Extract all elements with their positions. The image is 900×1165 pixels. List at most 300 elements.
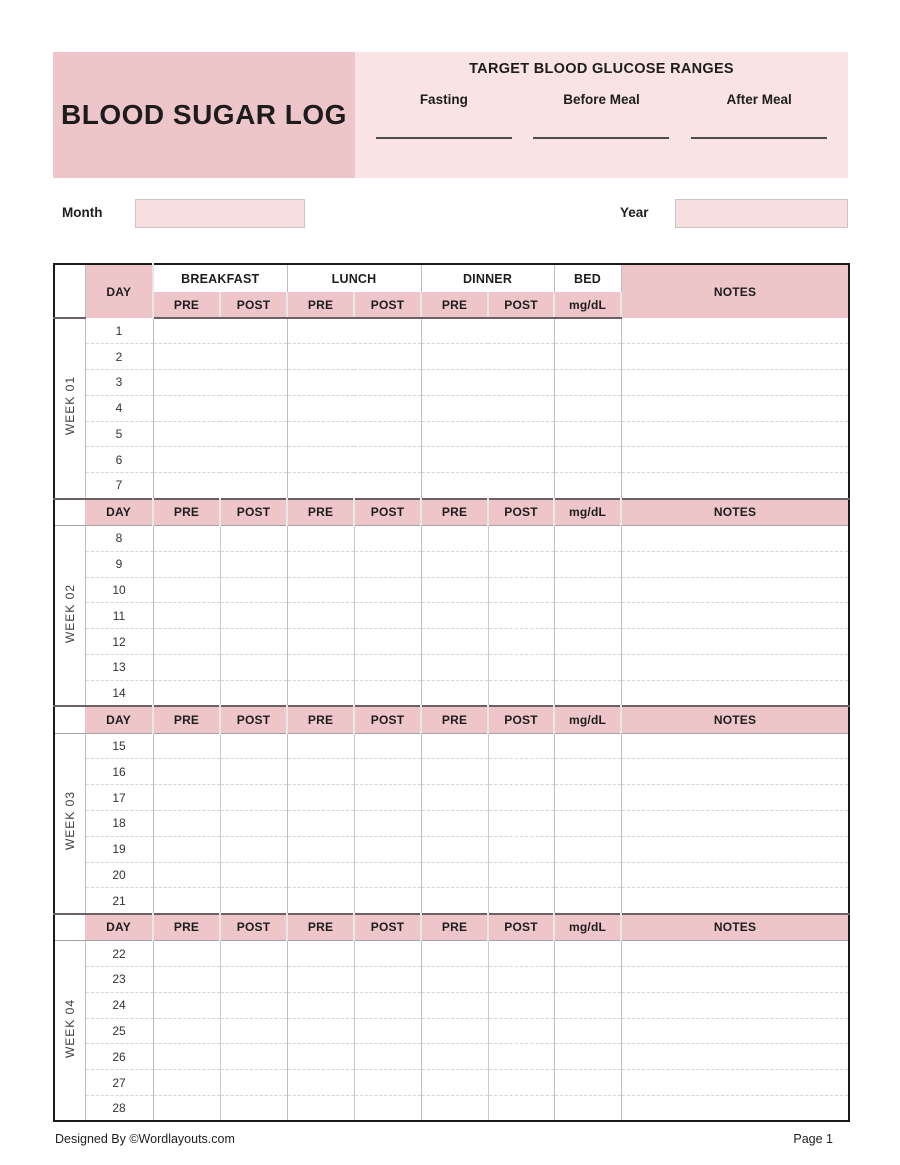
range-after-meal [691,92,827,139]
day-row [54,680,849,706]
lunch-post-entry-cell[interactable] [354,733,421,759]
day-row [54,836,849,862]
day-row [54,1044,849,1070]
dinner-entry-cell[interactable] [421,395,554,421]
day-number-cell: 23 [85,967,153,993]
bed-entry-cell[interactable] [554,447,621,473]
month-field[interactable] [135,199,305,228]
range-after-meal-label: After Meal [726,92,792,107]
breakfast-pre-entry-cell[interactable] [153,733,220,759]
lunch-post-entry-cell[interactable] [354,1044,421,1070]
notes-entry-cell[interactable] [621,862,849,888]
notes-entry-cell[interactable] [621,473,849,499]
lunch-post-entry-cell[interactable] [354,811,421,837]
lunch-entry-cell[interactable] [287,421,421,447]
dinner-post-entry-cell[interactable] [488,836,554,862]
week-header-lunch-post: POST [354,706,421,733]
week-header-dinner-post: POST [488,706,554,733]
breakfast-entry-cell[interactable] [153,473,287,499]
notes-entry-cell[interactable] [621,370,849,396]
dinner-entry-cell[interactable] [421,421,554,447]
day-number-cell: 26 [85,1044,153,1070]
breakfast-post-entry-cell[interactable] [220,577,287,603]
week-header-lunch-post: POST [354,499,421,526]
breakfast-entry-cell[interactable] [153,370,287,396]
day-row [54,862,849,888]
lunch-pre-entry-cell[interactable] [287,759,354,785]
lunch-post-entry-cell[interactable] [354,1070,421,1096]
day-row [54,473,849,499]
range-fasting-label: Fasting [419,92,468,107]
breakfast-pre-entry-cell[interactable] [153,655,220,681]
lunch-entry-cell[interactable] [287,395,421,421]
notes-entry-cell[interactable] [621,526,849,552]
lunch-post-entry-cell[interactable] [354,888,421,914]
dinner-pre-entry-cell[interactable] [421,577,488,603]
breakfast-pre-entry-cell[interactable] [153,1070,220,1096]
dinner-post-entry-cell[interactable] [488,1044,554,1070]
range-fasting-field[interactable] [376,137,512,139]
month-label: Month [62,205,103,220]
bed-entry-cell[interactable] [554,862,621,888]
lunch-pre-entry-cell[interactable] [287,1096,354,1122]
lunch-pre-entry-cell[interactable] [287,551,354,577]
lunch-post-entry-cell[interactable] [354,680,421,706]
dinner-post-entry-cell[interactable] [488,551,554,577]
week-header-lunch-pre: PRE [287,914,354,941]
dinner-pre-entry-cell[interactable] [421,1018,488,1044]
bed-entry-cell[interactable] [554,421,621,447]
breakfast-pre-entry-cell[interactable] [153,992,220,1018]
day-number-cell: 16 [85,759,153,785]
day-number-cell: 8 [85,526,153,552]
dinner-pre-entry-cell[interactable] [421,836,488,862]
notes-entry-cell[interactable] [621,551,849,577]
breakfast-post-entry-cell[interactable] [220,811,287,837]
dinner-pre-entry-cell[interactable] [421,680,488,706]
bed-entry-cell[interactable] [554,1096,621,1122]
day-number-cell: 25 [85,1018,153,1044]
dinner-pre-entry-cell[interactable] [421,1096,488,1122]
dinner-post-entry-cell[interactable] [488,1018,554,1044]
lunch-pre-entry-cell[interactable] [287,733,354,759]
week-header-dinner-pre: PRE [421,499,488,526]
lunch-post-entry-cell[interactable] [354,967,421,993]
bed-entry-cell[interactable] [554,759,621,785]
week-header-breakfast-pre: PRE [153,914,220,941]
log-table-body [54,318,849,1121]
bed-entry-cell[interactable] [554,811,621,837]
dinner-post-entry-cell[interactable] [488,629,554,655]
day-number-cell: 2 [85,344,153,370]
bed-entry-cell[interactable] [554,370,621,396]
bed-entry-cell[interactable] [554,941,621,967]
lunch-entry-cell[interactable] [287,370,421,396]
breakfast-pre-entry-cell[interactable] [153,785,220,811]
lunch-pre-entry-cell[interactable] [287,680,354,706]
dinner-pre-entry-cell[interactable] [421,992,488,1018]
notes-entry-cell[interactable] [621,1044,849,1070]
week-header-bed-unit: mg/dL [554,706,621,733]
dinner-post-entry-cell[interactable] [488,811,554,837]
lunch-post-entry-cell[interactable] [354,785,421,811]
day-row [54,629,849,655]
dinner-post-entry-cell[interactable] [488,941,554,967]
lunch-post-entry-cell[interactable] [354,759,421,785]
bed-entry-cell[interactable] [554,551,621,577]
day-row [54,395,849,421]
dinner-entry-cell[interactable] [421,318,554,344]
target-ranges-row [355,92,848,139]
bed-entry-cell[interactable] [554,680,621,706]
week-header-corner [54,914,85,941]
breakfast-pre-entry-cell[interactable] [153,941,220,967]
day-row [54,967,849,993]
breakfast-pre-entry-cell[interactable] [153,888,220,914]
notes-entry-cell[interactable] [621,836,849,862]
week-header-breakfast-post: POST [220,499,287,526]
day-number-cell: 4 [85,395,153,421]
lunch-entry-cell[interactable] [287,318,421,344]
header-bed: BED [554,264,621,292]
week-label-text: WEEK 01 [62,376,77,436]
breakfast-pre-entry-cell[interactable] [153,862,220,888]
bed-entry-cell[interactable] [554,577,621,603]
day-number-cell: 20 [85,862,153,888]
header-day: DAY [85,264,153,318]
lunch-pre-entry-cell[interactable] [287,526,354,552]
dinner-pre-entry-cell[interactable] [421,941,488,967]
breakfast-pre-entry-cell[interactable] [153,629,220,655]
lunch-pre-entry-cell[interactable] [287,862,354,888]
header-bed-unit: mg/dL [554,292,621,318]
week-header-bed-unit: mg/dL [554,499,621,526]
lunch-pre-entry-cell[interactable] [287,992,354,1018]
dinner-post-entry-cell[interactable] [488,862,554,888]
dinner-post-entry-cell[interactable] [488,992,554,1018]
notes-entry-cell[interactable] [621,941,849,967]
breakfast-entry-cell[interactable] [153,447,287,473]
lunch-post-entry-cell[interactable] [354,655,421,681]
breakfast-pre-entry-cell[interactable] [153,1044,220,1070]
header-dinner-pre: PRE [421,292,488,318]
dinner-post-entry-cell[interactable] [488,785,554,811]
notes-entry-cell[interactable] [621,1096,849,1122]
notes-entry-cell[interactable] [621,759,849,785]
header-breakfast-post: POST [220,292,287,318]
breakfast-post-entry-cell[interactable] [220,603,287,629]
lunch-post-entry-cell[interactable] [354,526,421,552]
notes-entry-cell[interactable] [621,967,849,993]
breakfast-entry-cell[interactable] [153,318,287,344]
bed-entry-cell[interactable] [554,473,621,499]
breakfast-post-entry-cell[interactable] [220,836,287,862]
breakfast-post-entry-cell[interactable] [220,526,287,552]
breakfast-pre-entry-cell[interactable] [153,603,220,629]
dinner-post-entry-cell[interactable] [488,526,554,552]
dinner-post-entry-cell[interactable] [488,603,554,629]
week-header-dinner-post: POST [488,914,554,941]
day-row [54,421,849,447]
breakfast-entry-cell[interactable] [153,344,287,370]
notes-entry-cell[interactable] [621,733,849,759]
breakfast-post-entry-cell[interactable] [220,733,287,759]
lunch-post-entry-cell[interactable] [354,862,421,888]
lunch-pre-entry-cell[interactable] [287,967,354,993]
day-row [54,941,849,967]
lunch-pre-entry-cell[interactable] [287,785,354,811]
header-dinner-post: POST [488,292,554,318]
bed-entry-cell[interactable] [554,992,621,1018]
lunch-entry-cell[interactable] [287,447,421,473]
dinner-post-entry-cell[interactable] [488,733,554,759]
breakfast-pre-entry-cell[interactable] [153,1096,220,1122]
breakfast-post-entry-cell[interactable] [220,1096,287,1122]
day-number-cell: 10 [85,577,153,603]
lunch-entry-cell[interactable] [287,344,421,370]
week-header-row [54,914,849,941]
dinner-pre-entry-cell[interactable] [421,655,488,681]
range-fasting [376,92,512,139]
breakfast-entry-cell[interactable] [153,421,287,447]
blood-sugar-log-table [53,263,850,1122]
target-ranges-block [355,52,848,178]
day-number-cell: 5 [85,421,153,447]
dinner-pre-entry-cell[interactable] [421,862,488,888]
dinner-pre-entry-cell[interactable] [421,551,488,577]
notes-entry-cell[interactable] [621,603,849,629]
lunch-pre-entry-cell[interactable] [287,655,354,681]
breakfast-post-entry-cell[interactable] [220,941,287,967]
day-row [54,1018,849,1044]
lunch-pre-entry-cell[interactable] [287,1070,354,1096]
range-before-meal-field[interactable] [533,137,669,139]
dinner-entry-cell[interactable] [421,473,554,499]
dinner-pre-entry-cell[interactable] [421,1044,488,1070]
dinner-post-entry-cell[interactable] [488,655,554,681]
dinner-post-entry-cell[interactable] [488,759,554,785]
lunch-post-entry-cell[interactable] [354,992,421,1018]
dinner-pre-entry-cell[interactable] [421,967,488,993]
dinner-entry-cell[interactable] [421,344,554,370]
day-row [54,603,849,629]
lunch-post-entry-cell[interactable] [354,603,421,629]
breakfast-post-entry-cell[interactable] [220,629,287,655]
day-row [54,888,849,914]
header-lunch: LUNCH [287,264,421,292]
notes-entry-cell[interactable] [621,577,849,603]
breakfast-pre-entry-cell[interactable] [153,1018,220,1044]
breakfast-post-entry-cell[interactable] [220,992,287,1018]
header-lunch-post: POST [354,292,421,318]
breakfast-post-entry-cell[interactable] [220,785,287,811]
dinner-entry-cell[interactable] [421,447,554,473]
notes-entry-cell[interactable] [621,785,849,811]
notes-entry-cell[interactable] [621,655,849,681]
day-number-cell: 13 [85,655,153,681]
range-after-meal-field[interactable] [691,137,827,139]
bed-entry-cell[interactable] [554,733,621,759]
dinner-post-entry-cell[interactable] [488,1096,554,1122]
breakfast-post-entry-cell[interactable] [220,680,287,706]
day-number-cell: 19 [85,836,153,862]
day-row [54,551,849,577]
breakfast-post-entry-cell[interactable] [220,655,287,681]
page-number: Page 1 [793,1132,833,1146]
lunch-pre-entry-cell[interactable] [287,1018,354,1044]
year-field[interactable] [675,199,848,228]
dinner-post-entry-cell[interactable] [488,577,554,603]
lunch-pre-entry-cell[interactable] [287,603,354,629]
day-row [54,733,849,759]
notes-entry-cell[interactable] [621,447,849,473]
notes-entry-cell[interactable] [621,992,849,1018]
week-header-notes: NOTES [621,914,849,941]
bed-entry-cell[interactable] [554,967,621,993]
dinner-pre-entry-cell[interactable] [421,811,488,837]
week-header-row [54,499,849,526]
day-row [54,526,849,552]
breakfast-post-entry-cell[interactable] [220,888,287,914]
day-number-cell: 1 [85,318,153,344]
bed-entry-cell[interactable] [554,318,621,344]
bed-entry-cell[interactable] [554,526,621,552]
bed-entry-cell[interactable] [554,655,621,681]
breakfast-post-entry-cell[interactable] [220,1044,287,1070]
breakfast-pre-entry-cell[interactable] [153,811,220,837]
header-corner-cell [54,264,85,318]
breakfast-pre-entry-cell[interactable] [153,551,220,577]
breakfast-post-entry-cell[interactable] [220,1018,287,1044]
week-header-corner [54,499,85,526]
week-header-dinner-pre: PRE [421,706,488,733]
breakfast-post-entry-cell[interactable] [220,1070,287,1096]
breakfast-pre-entry-cell[interactable] [153,759,220,785]
dinner-pre-entry-cell[interactable] [421,759,488,785]
lunch-post-entry-cell[interactable] [354,629,421,655]
bed-entry-cell[interactable] [554,888,621,914]
notes-entry-cell[interactable] [621,1018,849,1044]
lunch-pre-entry-cell[interactable] [287,1044,354,1070]
notes-entry-cell[interactable] [621,629,849,655]
notes-entry-cell[interactable] [621,344,849,370]
lunch-post-entry-cell[interactable] [354,1096,421,1122]
week-label [54,318,85,499]
week-label-text: WEEK 02 [62,583,77,643]
dinner-pre-entry-cell[interactable] [421,733,488,759]
lunch-post-entry-cell[interactable] [354,836,421,862]
bed-entry-cell[interactable] [554,395,621,421]
day-row [54,447,849,473]
day-row [54,1096,849,1122]
breakfast-post-entry-cell[interactable] [220,759,287,785]
day-row [54,992,849,1018]
dinner-pre-entry-cell[interactable] [421,1070,488,1096]
dinner-entry-cell[interactable] [421,370,554,396]
day-number-cell: 18 [85,811,153,837]
dinner-pre-entry-cell[interactable] [421,629,488,655]
lunch-post-entry-cell[interactable] [354,1018,421,1044]
header-notes: NOTES [621,264,849,318]
lunch-pre-entry-cell[interactable] [287,811,354,837]
breakfast-post-entry-cell[interactable] [220,862,287,888]
week-header-day: DAY [85,499,153,526]
day-number-cell: 21 [85,888,153,914]
notes-entry-cell[interactable] [621,318,849,344]
week-header-notes: NOTES [621,499,849,526]
day-number-cell: 22 [85,941,153,967]
day-row [54,655,849,681]
lunch-post-entry-cell[interactable] [354,941,421,967]
breakfast-entry-cell[interactable] [153,395,287,421]
bed-entry-cell[interactable] [554,1044,621,1070]
breakfast-pre-entry-cell[interactable] [153,526,220,552]
day-row [54,370,849,396]
header-breakfast: BREAKFAST [153,264,287,292]
lunch-pre-entry-cell[interactable] [287,577,354,603]
week-header-day: DAY [85,706,153,733]
breakfast-pre-entry-cell[interactable] [153,577,220,603]
week-header-lunch-pre: PRE [287,499,354,526]
bed-entry-cell[interactable] [554,1070,621,1096]
week-label [54,733,85,914]
notes-entry-cell[interactable] [621,888,849,914]
lunch-pre-entry-cell[interactable] [287,629,354,655]
bed-entry-cell[interactable] [554,1018,621,1044]
week-header-lunch-pre: PRE [287,706,354,733]
lunch-entry-cell[interactable] [287,473,421,499]
lunch-post-entry-cell[interactable] [354,577,421,603]
header-banner [53,52,848,178]
week-header-breakfast-pre: PRE [153,499,220,526]
dinner-post-entry-cell[interactable] [488,888,554,914]
day-number-cell: 3 [85,370,153,396]
header-lunch-pre: PRE [287,292,354,318]
bed-entry-cell[interactable] [554,603,621,629]
breakfast-post-entry-cell[interactable] [220,967,287,993]
dinner-post-entry-cell[interactable] [488,1070,554,1096]
dinner-pre-entry-cell[interactable] [421,785,488,811]
day-row [54,318,849,344]
week-header-dinner-post: POST [488,499,554,526]
dinner-pre-entry-cell[interactable] [421,603,488,629]
dinner-pre-entry-cell[interactable] [421,526,488,552]
dinner-post-entry-cell[interactable] [488,680,554,706]
dinner-pre-entry-cell[interactable] [421,888,488,914]
lunch-pre-entry-cell[interactable] [287,836,354,862]
day-number-cell: 7 [85,473,153,499]
notes-entry-cell[interactable] [621,1070,849,1096]
breakfast-pre-entry-cell[interactable] [153,680,220,706]
breakfast-post-entry-cell[interactable] [220,551,287,577]
notes-entry-cell[interactable] [621,811,849,837]
notes-entry-cell[interactable] [621,421,849,447]
dinner-post-entry-cell[interactable] [488,967,554,993]
lunch-post-entry-cell[interactable] [354,551,421,577]
breakfast-pre-entry-cell[interactable] [153,967,220,993]
breakfast-pre-entry-cell[interactable] [153,836,220,862]
bed-entry-cell[interactable] [554,344,621,370]
day-number-cell: 11 [85,603,153,629]
lunch-pre-entry-cell[interactable] [287,888,354,914]
lunch-pre-entry-cell[interactable] [287,941,354,967]
notes-entry-cell[interactable] [621,395,849,421]
range-before-meal-label: Before Meal [563,92,640,107]
bed-entry-cell[interactable] [554,836,621,862]
notes-entry-cell[interactable] [621,680,849,706]
bed-entry-cell[interactable] [554,785,621,811]
bed-entry-cell[interactable] [554,629,621,655]
